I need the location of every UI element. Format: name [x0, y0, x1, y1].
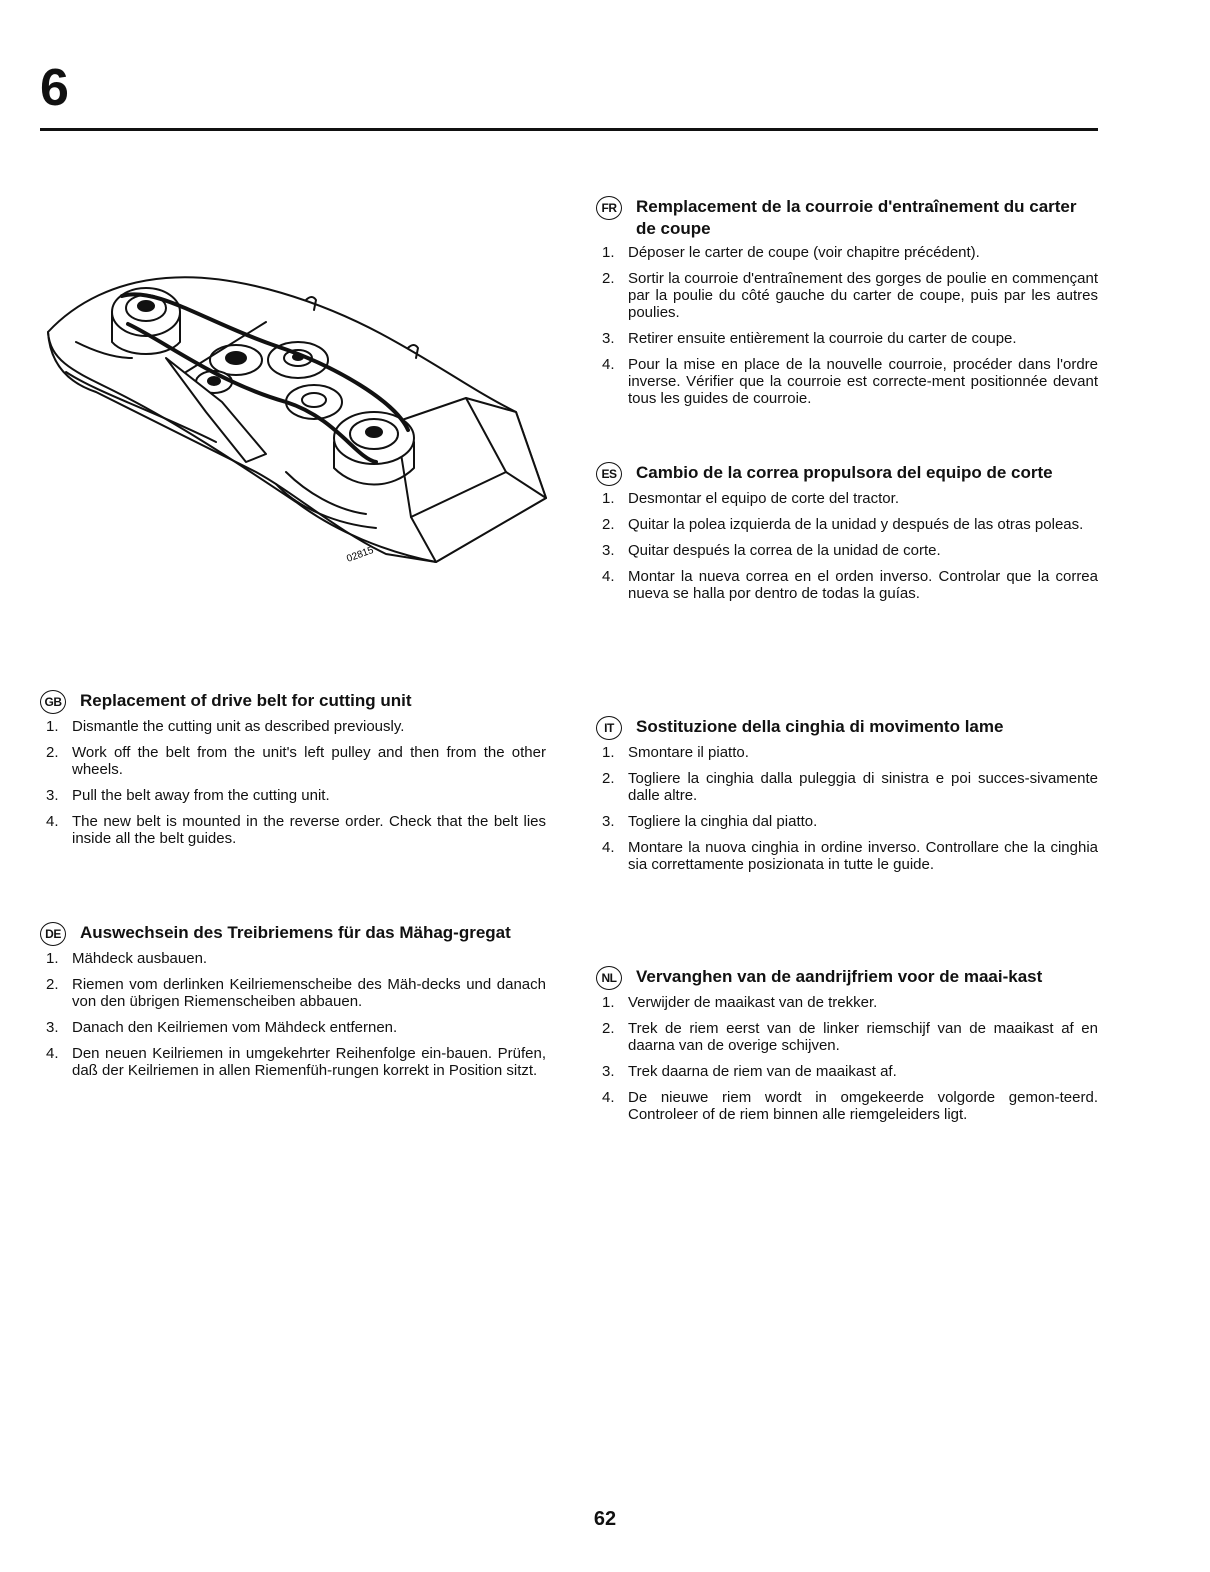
step-item: 1. Mähdeck ausbauen.: [46, 950, 208, 967]
step-item: 2. Quitar la polea izquierda de la unidad y después de las otras poleas.: [602, 516, 1084, 533]
step-item: 1. Dismantle the cutting unit as described previously.: [46, 718, 405, 735]
step-item: 2. Work off the belt from the unit's left pulley and then from the other wheels.: [46, 744, 546, 778]
section-it: [596, 716, 1098, 882]
language-badge-gb: GB: [40, 690, 66, 714]
steps-list: [40, 718, 546, 847]
section-de: [40, 922, 546, 1088]
language-badge-de: DE: [40, 922, 66, 946]
language-badge-fr: FR: [596, 196, 622, 220]
steps-list: [596, 744, 1098, 873]
step-item: 4. Den neuen Keilriemen in umgekehrter Reihenfolge ein-bauen. Prüfen, daß der Keilriemen in allen Riemenfüh-rungen korrekt in Position sitzt.: [46, 1045, 546, 1079]
section-gb: [40, 690, 546, 856]
step-item: 2. Togliere la cinghia dalla puleggia di sinistra e poi succes-sivamente dalle altre.: [602, 770, 1098, 804]
step-item: 3. Trek daarna de riem van de maaikast af.: [602, 1063, 897, 1080]
section-title: Cambio de la correa propulsora del equipo de corte: [636, 463, 1053, 482]
step-item: 1. Smontare il piatto.: [602, 744, 749, 761]
language-badge-es: ES: [596, 462, 622, 486]
chapter-number: 6: [40, 59, 69, 117]
section-title: Replacement of drive belt for cutting unit: [80, 691, 412, 710]
step-item: 1. Verwijder de maaikast van de trekker.: [602, 994, 878, 1011]
step-item: 4. The new belt is mounted in the reverse order. Check that the belt lies inside all the belt guides.: [46, 813, 546, 847]
step-item: 3. Danach den Keilriemen vom Mähdeck entfernen.: [46, 1019, 398, 1036]
section-title: Remplacement de la courroie d'entraînement du carter de coupe: [636, 197, 1077, 238]
step-item: 1. Desmontar el equipo de corte del tractor.: [602, 490, 899, 507]
header-rule: [40, 128, 1098, 131]
step-item: 2. Trek de riem eerst van de linker riemschijf van de maaikast af en daarna van de overige schijven.: [602, 1020, 1098, 1054]
language-badge-it: IT: [596, 716, 622, 740]
mower-deck-belt-illustration: [36, 262, 556, 592]
step-item: 2. Riemen vom derlinken Keilriemenscheibe des Mäh-decks und danach von den übrigen Riemenscheiben abbauen.: [46, 976, 546, 1010]
step-item: 1. Déposer le carter de coupe (voir chapitre précédent).: [602, 244, 980, 261]
step-item: 3. Togliere la cinghia dal piatto.: [602, 813, 818, 830]
steps-list: [40, 950, 546, 1079]
language-badge-nl: NL: [596, 966, 622, 990]
step-item: 4. Montar la nueva correa en el orden inverso. Controlar que la correa nueva se halla por dentro de todas la guías.: [602, 568, 1098, 602]
step-item: 4. De nieuwe riem wordt in omgekeerde volgorde gemon-teerd. Controleer of de riem binnen alle riemgeleiders ligt.: [602, 1089, 1098, 1123]
step-item: 3. Pull the belt away from the cutting unit.: [46, 787, 330, 804]
section-title: Sostituzione della cinghia di movimento lame: [636, 717, 1004, 736]
section-title: Vervanghen van de aandrijfriem voor de maai-kast: [636, 967, 1043, 986]
step-item: 3. Quitar después la correa de la unidad de corte.: [602, 542, 941, 559]
step-item: 3. Retirer ensuite entièrement la courroie du carter de coupe.: [602, 330, 1017, 347]
step-item: 4. Pour la mise en place de la nouvelle courroie, procéder dans l'ordre inverse. Vérifier que la courroie est correcte-ment positionnée devant tous les guides de courroie.: [602, 356, 1098, 407]
step-item: 2. Sortir la courroie d'entraînement des gorges de poulie en commençant par la poulie du côté gauche du carter de coupe, puis par les autres poulies.: [602, 270, 1098, 321]
section-title: Auswechsein des Treibriemens für das Mähag-gregat: [80, 923, 511, 942]
steps-list: [596, 994, 1098, 1123]
figure-label: 02815: [345, 544, 376, 565]
steps-list: [596, 244, 1098, 407]
section-nl: [596, 966, 1098, 1132]
section-es: [596, 462, 1098, 611]
step-item: 4. Montare la nuova cinghia in ordine inverso. Controllare che la cinghia sia correttamente posizionata in tutte le guide.: [602, 839, 1098, 873]
section-fr: [596, 196, 1098, 416]
page-number: 62: [593, 1508, 617, 1530]
steps-list: [596, 490, 1098, 602]
